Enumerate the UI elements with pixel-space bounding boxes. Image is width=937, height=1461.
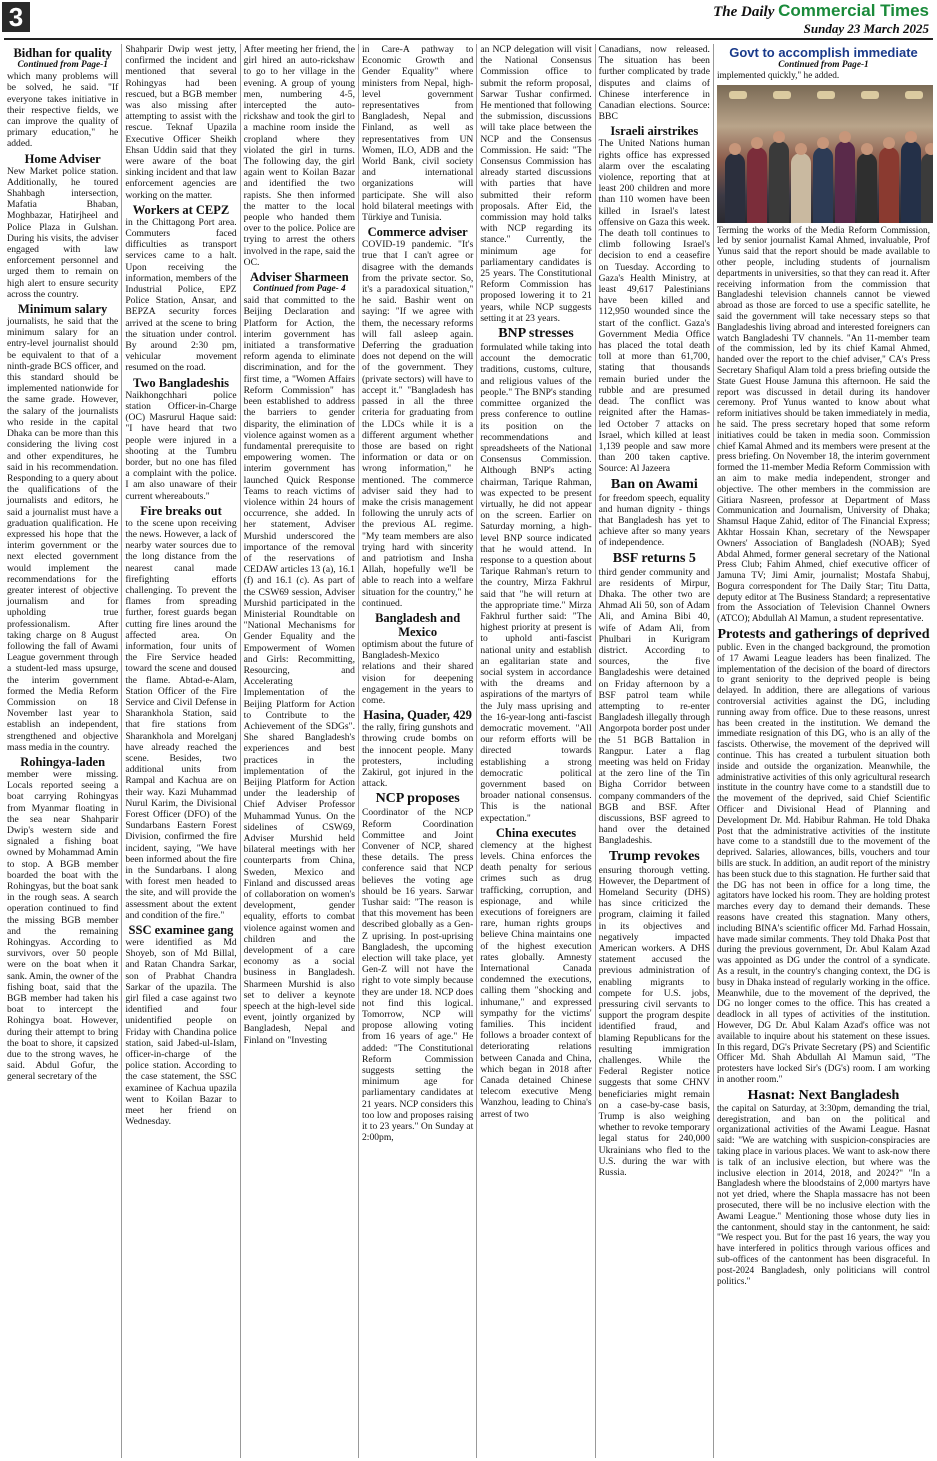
article-headline: Govt to accomplish immediate: [729, 45, 918, 60]
person-head-icon: [751, 137, 763, 149]
column-7: [714, 44, 933, 1458]
article-headline: BNP stresses: [498, 326, 574, 342]
article-headline: Workers at CEPZ: [132, 202, 230, 217]
article-headline: Adviser Sharmeen: [249, 270, 349, 285]
masthead: [713, 2, 929, 37]
column-2: [122, 44, 240, 1458]
masthead-title: [713, 2, 929, 21]
continued-note: Continued from Page-1: [778, 60, 869, 70]
person-figure-icon: [901, 141, 921, 223]
article-text: said that committed to the Beijing Declaration and Platform for Action, the interim government has initiated a transformative reform agenda to eliminate discrimination, and for the first time, a "Women Affairs Reform Commission" has been established to address the barriers to gender disparity, the elimination of violence against women as a fundamental prerequisite to empowering women. The interim government has launched Quick Response Teams to reach victims of violence within 24 hours of occurrence, she added. In her statement, Adviser Murshid underscored the importance of the removal of the reservations of CEDAW articles 13 (a), 16.1 (f) and 16.1 (c). As part of the CSW69 session, Adviser Murshid participated in the Ministerial Roundtable on "National Mechanisms for Gender Equality and the Empowerment of Women and Girls: Recommitting, Resourcing, and Accelerating Implementation of the Beijing Platform for Action to Contribute to the Achievement of the SDGs". She shared Bangladesh's experiences and best practices in the implementation of the Beijing Platform for Action under the leadership of Chief Adviser Professor Muhammad Yunus. On the sidelines of CSW69, Adviser Murshid held bilateral meetings with her counterparts from China, Sweden, Mexico and Finland and discussed areas of collaboration on women's development, gender equality, efforts to combat violence against women and children and the development of a care economy as a social business in Bangladesh. Sharmeen Murshid is also set to deliver a keynote speech at the high-level side event, jointly organized by Bangladesh, Nepal and Finland on "Investing: [243, 295, 355, 1046]
person-figure-icon: [769, 141, 789, 223]
person-head-icon: [795, 143, 807, 155]
article-headline: Bangladesh and Mexico: [375, 610, 461, 639]
article-headline: China executes: [495, 825, 577, 840]
ceiling-light-icon: [729, 91, 747, 99]
column-6: [596, 44, 714, 1458]
article-text: third gender community and are residents of Mirpur, Dhaka. The other two are Ahmad Ali 50, son of Adam Ali, and Amina Bibi 40, wife of Adam Ali, from Phulbari in Kurigram district. According to sources, the five Bangladeshis were detained on Friday afternoon by a BSF patrol team while attempting to re-enter Bangladesh illegally through Angorpota border post under the 51 BGB Battalion in Rangpur. Later a flag meeting was held on Friday at the zero line of the Tin Bigha Corridor between company commanders of the BGB and BSF. After discussions, BSF agreed to hand over the detained Bangladeshis.: [598, 566, 710, 847]
article-text: New Market police station. Additionally, he toured Shahbagh intersection, Mafatia Bhaban, Moghbazar, Hatirjheel and Police Plaza in Gulshan. During his visits, the adviser engaged with law enforcement personnel and urged them to remain on high alert to ensure security across the country.: [7, 165, 119, 300]
article-text: After meeting her friend, the girl hired an auto-rickshaw to go to her village in the evening. A group of young men, numbering 4-5, intercepted the auto-rickshaw and took the girl to a machine room inside the cropland where they violated the girl in turns. The following day, the girl again went to Koilan Bazar and identified the two rapists. She then informed the matter to the local people who handed them over to the police. Police are trying to arrest the others involved in the rape, said the OC.: [243, 44, 355, 268]
column-5: [477, 44, 595, 1458]
article-headline: Fire breaks out: [140, 503, 222, 518]
continued-note: Continued from Page-1: [17, 60, 108, 70]
column-1: [4, 44, 122, 1458]
article-headline: Hasnat: Next Bangladesh: [747, 1087, 900, 1103]
article-text: were identified as Md Shoyeb, son of Md Billal, and Ratan Chandra Sarkar, son of Prabhat Chandra Sarkar of the upazila. The girl filed a case against two identified and four unidentified people on Friday with Chandina police station, said Jabed-ul-Islam, officer-in-charge of the police station. According to the case statement, the SSC examinee of Kachua upazila went to Koilan Bazar to meet her friend on Wednesday.: [125, 937, 237, 1128]
header-rule: [4, 38, 933, 40]
article-text: Terming the works of the Media Reform Commission, led by senior journalist Kamal Ahmed, invaluable, Prof Yunus said that the report should be made available to other people, including students of journalism departments in universities, so that they can read it. After receiving information from the commission that Bangladeshi television channels cannot be viewed abroad as those are forced to use a specific satellite, he said the government will take necessary steps so that Bangladeshis living abroad and interested foreigners can watch Bangladeshi TV channels. "An 11-member team of the commission, led by its chief Kamal Ahmed, handed over the report to the chief adviser," CA's Press Secretary Shafiqul Alam told a press briefing outside the State Guest House Jamuna this afternoon. He said the report was discussed in detail during its handover ceremony. Prof Yunus wanted to know about what reform initiatives should be taken immediately in media, he said. The press secretary hoped that some reform initiatives could be taken in media soon. Commission chief Kamal Ahmed and its members were present at the press briefing. On November 18, the interim government formed the 11-member Media Reform Commission with an aim to make media independent, stronger and objective. The other members in the commission are Gitiara Nasreen, professor at Department of Mass Communication and Journalism, University of Dhaka; Shamsul Haque Zahid, editor of The Financial Express; Akhtar Hossain Khan, secretary of the Newspaper Owners' Association of Bangladesh (NOAB); Syed Abdal Ahmed, former general secretary of the National Press Club; Fahim Ahmed, chief executive officer of Jamuna TV; Jimi Amir, journalist; Mostafa Shabuj, Bogura correspondent for The Daily Star; Titu Datta, deputy editor at The Business Standard; a representative from the Association of Television Channel Owners (ATCO); Abdullah Al Mamun, a student representative.: [716, 225, 931, 625]
article-text: clemency at the highest levels. China enforces the death penalty for serious crimes such as drug trafficking, corruption, and espionage, and while executions of foreigners are rare, human rights groups believe China maintains one of the highest execution rates globally. Amnesty International Canada condemned the executions, calling them "shocking and inhumane," and expressed sympathy for the victims' families. This incident follows a broader context of deteriorating relations between Canada and China, which began in 2018 after Canada detained Chinese telecom executive Meng Wanzhou, leading to China's arrest of two: [480, 839, 592, 1120]
article-text: which many problems will be solved, he said. "If everyone takes initiative in their respective fields, we can improve the quality of primary education," he added.: [7, 71, 119, 150]
article-text: Coordinator of the NCP Reform Coordination Committee and Joint Convener of NCP, shared these details. The press conference said that NCP believes the voting age should be 16 years. Sarwar Tushar said: "The reason is that this movement has been described globally as a Gen-Z uprising. In post-uprising Bangladesh, the upcoming election will take place, yet Gen-Z will not have the right to vote simply because they are under 18. NCP does not find this logical. Tomorrow, NCP will propose allowing voting from 16 years of age." He added: "The Constitutional Reform Commission suggests setting the minimum age for parliamentary candidates at 21 years. NCP considers this too low and proposes raising it to 23 years." On Sunday at 2:00pm,: [361, 807, 474, 1144]
article-text: implemented quickly," he added.: [716, 70, 840, 81]
article-text: member were missing. Locals reported seeing a boat carrying Rohingyas from Myanmar floating in the sea near Shahparir Dwip's western side and signaled a fishing boat owned by Mohammad Amin to stop. A BGB member boarded the boat with the Rohingyas, but the boat sank in the rough seas. A search operation continued to find the missing BGB member and the remaining Rohingyas. According to survivors, over 50 people were on the boat when it sank. Amin, the owner of the fishing boat, said that the BGB member had taken his boat to intercept the Rohingya boat. However, during their attempt to bring the boat to shore, it capsized due to the strong waves, he said. Abdul Gofur, the general secretary of the: [7, 768, 119, 1083]
ceiling-light-icon: [817, 91, 835, 99]
article-text: public. Even in the changed background, the promotion of 17 Awami League leaders has been finalized. The implementation of the decision of the board of directors to grant seniority to the deprived people is being delayed. In addition, there are allegations of various controversial activities against the DG, including running away from office. Due to these reasons, unrest has been created in the institution. We demand the immediate resignation of this DG, who is an ally of the fascists. Otherwise, the movement of the deprived will continue. This has created a turbulent situation both inside and outside the organization. Meanwhile, the administrative activities of this only agricultural research institute in the country have come to a standstill due to the movement of the deprived, said Chief Scientific Officer and Divisional Head of Planning and Development Dr. Md. Habibur Rahman. He told Dhaka Post that the administrative activities of the institute have come to a standstill due to the movement of the deprived. Salaries, allowances, bills, vouchers and tour bills are stuck. In addition, an audit report of the ministry has been stuck due to this stagnation. He further said that the DG has not been in office for a long time, the agitators have locked his room. They are holding protest marches every day to demand their demands. These reasons have created this stagnation. Many others, including BINA's scientific officer Md. Farhad Hossain, have made similar comments. They told Dhaka Post that during the previous government, Dr. Abul Kalam Azad was appointed as DG under the control of a syndicate. As a result, in the country's changing context, the DG is busy in Dhaka instead of regularly working in the office. Meanwhile, due to the movement of the deprived, the DG no longer comes to the office. This has created a deadlock in all types of activities of the institution. However, DG Dr. Abul Kalam Azad's office was not available to inquire about his statement on these issues. In this regard, DG's Private Secretary (PS) and Scientific Officer Md. Shah Abdullah Al Mamun said, "The protesters have locked Sir's (DG's) room. I am working in another room.": [716, 643, 931, 1085]
person-figure-icon: [921, 153, 933, 223]
article-text: COVID-19 pandemic. "It's true that I can't agree or disagree with the demands from the private sector. So, it's a paradoxical situation," he said. Bashir went on saying: "If we agree with them, the necessary reforms will fall asleep again. Deferring the graduation does not depend on the will of the government. They (private sectors) will have to accept it." "Bangladesh has passed in all the three criteria for graduating from the LDCs while it is a different argument whether those are based on right information or data or on wrong information," he mentioned. The commerce adviser said they had to make the crisis management following the unruly acts of the previous AL regime. "My team members are also trying hard with sincerity and patriotism and Insha Allah, hopefully we'll be able to reach into a welfare situation for the country," he continued.: [361, 239, 474, 609]
person-head-icon: [817, 137, 829, 149]
ceiling-light-icon: [905, 91, 923, 99]
masthead-paper-name: Commercial Times: [778, 1, 929, 20]
article-text: Canadians, now released. The situation has been further complicated by trade disputes and claims of Chinese interference in Canadian elections. Source: BBC: [598, 44, 710, 123]
article-text: Naikhongchhari police station Officer-in-Charge (OC) Masrurul Haque said: "I have heard that two people were injured in a shooting at the Tumbru border, but no one has filed a complaint with the police. I am also unaware of their current whereabouts.": [125, 389, 237, 502]
article-headline: Ban on Awami: [610, 476, 698, 492]
person-head-icon: [773, 131, 785, 143]
article-text: the rally, firing gunshots and throwing crude bombs on the innocent people. Many protesters, including Zakirul, got injured in the attack.: [361, 722, 474, 790]
person-head-icon: [729, 143, 741, 155]
person-head-icon: [883, 137, 895, 149]
person-figure-icon: [835, 141, 855, 223]
masthead-the-daily: The Daily: [713, 4, 775, 20]
article-headline: Minimum salary: [18, 302, 108, 317]
article-text: to the scene upon receiving the news. However, a lack of nearby water sources due to the long distance from the nearest canal made firefighting efforts challenging. To prevent the flames from spreading further, forest guards began cutting fire lines around the affected area. On information, four units of the Fire Service headed toward the scene and doused the flame. Abtad-e-Alam, Station Officer of the Fire Service and Civil Defense in Sharankhola Station, said that fire stations from Sharankhola and Morelganj have already reached the scene. Besides, two additional units from Rampal and Kachua are on their way. Kazi Muhammad Nurul Karim, the Divisional Forest Officer (DFO) of the Sundarbans Eastern Forest Division, confirmed the fire incident, saying, "We have been informed about the fire in the Sundarbans. I along with forest men headed to the site, and will provide the assessment about the extent and condition of the fire.": [125, 517, 237, 921]
article-headline: Trump revokes: [608, 848, 700, 864]
person-head-icon: [839, 131, 851, 143]
article-headline: BSF returns 5: [612, 550, 696, 566]
person-head-icon: [925, 143, 933, 155]
person-figure-icon: [791, 153, 811, 223]
article-headline: Home Adviser: [24, 151, 101, 166]
article-headline: Hasina, Quader, 429: [363, 708, 472, 723]
article-text: ensuring thorough vetting. However, the Department of Homeland Security (DHS) has since criticized the program, claiming it failed in its objectives and negatively impacted American workers. A DHS statement accused the previous administration of enabling migrants to compete for U.S. jobs, pressuring civil servants to support the program despite identified fraud, and blaming Republicans for the resulting immigration challenges. While the Federal Register notice suggests that some CHNV beneficiaries might remain on a case-by-case basis, Trump is also weighing whether to revoke temporary legal status for 240,000 Ukrainians who fled to the U.S. during the war with Russia.: [598, 864, 710, 1179]
article-text: for freedom speech, equality and human dignity - things that Bangladesh has yet to achieve after so many years of independence.: [598, 492, 710, 549]
column-3: [241, 44, 359, 1458]
continued-note: Continued from Page- 4: [252, 284, 346, 295]
person-figure-icon: [879, 147, 899, 223]
article-headline: Bidhan for quality: [13, 46, 112, 60]
article-headline: Israeli airstrikes: [610, 124, 699, 139]
article-headline: SSC examinee gang: [128, 923, 234, 938]
masthead-date: Sunday 23 March 2025: [803, 21, 929, 36]
person-figure-icon: [725, 153, 745, 223]
article-headline: NCP proposes: [375, 791, 460, 807]
article-text: optimism about the future of Bangladesh-Mexico relations and their shared vision for deepening engagement in the years to come.: [361, 638, 474, 706]
article-text: Shahparir Dwip west jetty, confirmed the incident and mentioned that several Rohingyas had been rescued, but a BGB member was also missing after attempting to assist with the rescue. Teknaf Upazila Executive Officer Sheikh Ehsan Uddin said that they were aware of the boat sinking incident and that law enforcement agencies are working on the matter.: [125, 44, 237, 201]
article-text: The United Nations human rights office has expressed alarm over the escalating violence, reporting that at least 200 children and more than 110 women have been killed in Israel's latest offensive on Gaza this week. The death toll continues to climb following Israel's decision to end a ceasefire on Tuesday. According to Gaza's Health Ministry, at least 49,617 Palestinians have been killed and 112,950 wounded since the start of the conflict. Gaza's Government Media Office has placed the total death toll at more than 61,700, stating that thousands remain buried under the rubble and are presumed dead. The conflict was reignited after the Hamas-led October 7 attacks on Israel, which killed at least 1,139 people and saw more than 200 taken captive. Source: Al Jazeera: [598, 138, 710, 475]
article-headline: Protests and gatherings of deprived: [717, 627, 930, 643]
person-figure-icon: [857, 153, 877, 223]
article-text: in Care-A pathway to Economic Growth and Gender Equality" where ministers from Nepal, high-level government representatives from Bangladesh, Nepal and Finland, as well as representatives from UN Women, ILO, ADB and the World Bank, civil society and international organizations will participate. She will also hold bilateral meetings with Türkiye and Tunisia.: [361, 44, 474, 224]
person-head-icon: [861, 143, 873, 155]
column-4: [359, 44, 477, 1458]
article-columns: [4, 44, 933, 1458]
article-text: an NCP delegation will visit the National Consensus Commission office to submit the reform proposal, Sarwar Tushar confirmed. He mentioned that following the submission, discussions will take place between the NCP and the Consensus Commission. He said: "The Consensus Commission has already started discussions with parties that have submitted their reform proposals. After Eid, the commission may hold talks with NCP regarding its stance." Currently, the minimum age for parliamentary candidates is 25 years. The Constitutional Reform Commission has proposed lowering it to 21 years, while NCP suggests setting it at 23 years.: [480, 44, 592, 324]
person-head-icon: [905, 131, 917, 143]
ceiling-light-icon: [773, 91, 791, 99]
article-text: the capital on Saturday, at 3:30pm, demanding the trial, deregistration, and ban on the political and organizational activities of the Awami League. Hasnat said: "We are watching with suspicion-conspiracies are taking place in various places. We want to ask-now there is talk of an inclusive election, but where was the inclusive election in 2014, 2018, and 2024?" "In a Bangladesh where the bloodstains of 2,000 martyrs have not yet dried, where the Shapla massacre has not been prosecuted, there will be no inclusive election with the Awami League." Mentioning those whose duty lies in the cantonment, should stay in the cantonment, he said: "We respect you. But for the past 16 years, the way you have interfered in politics through various offices and sub-offices of the cantonment has been disgraceful. In post-2024 Bangladesh, only politicians will control politics.": [716, 1103, 931, 1287]
article-text: formulated while taking into account the democratic traditions, customs, culture, and religious values of the people." The BNP's standing committee organized the press conference to outline its position on the recommendations and spreadsheets of the National Consensus Commission. Although BNP's acting chairman, Tarique Rahman, was expected to be present virtually, he did not appear on the screen. Earlier on Saturday morning, a high-level BNP source indicated that he would attend. In response to a question about Tarique Rahman's return to the country, Mirza Fakhrul said that "he will return at the appropriate time." Mirza Fakhrul further said: "The highest priority at present is to uphold anti-fascist national unity and establish an egalitarian state and social system in accordance with the dreams and aspirations of the martyrs of the July mass uprising and the 16-year-long anti-fascist democratic movement. "All our reform efforts will be directed towards establishing a strong democratic political government based on broader national consensus. This is the national expectation.": [480, 342, 592, 824]
article-headline: Commerce adviser: [367, 225, 468, 240]
person-figure-icon: [747, 147, 767, 223]
page-number: 3: [2, 2, 30, 32]
person-figure-icon: [813, 147, 833, 223]
article-headline: Rohingya-laden: [20, 754, 106, 769]
ceiling-light-icon: [861, 91, 879, 99]
article-text: journalists, he said that the minimum salary for an entry-level journalist should be equivalent to that of a ninth-grade BCS officer, and this standard should be implemented nationwide for the same grade. However, the salary of the journalists who reside in the capital Dhaka can be more than this considering the living cost and other expenditures, he said in his recommendation. Responding to a query about the qualifications of the journalists and editors, he said a journalist must have a graduation qualification. He expressed his hope that the interim government or the next elected government would implement the recommendations for the greater interest of objective journalism and for upholding true professionalism. After taking charge on 8 August following the fall of Awami League government through a student-led mass upsurge, the interim government formed the Media Reform Commission on 18 November last year to establish an independent, strengthened and objective mass media in the country.: [7, 316, 119, 753]
news-photo: [717, 85, 933, 223]
article-headline: Two Bangladeshis: [133, 375, 229, 390]
article-text: in the Chittagong Port area. Commuters faced difficulties as transport services came to a halt. Upon receiving the information, members of the Industrial Police, EPZ Police Station, Ansar, and BEPZA security forces arrived at the scene to bring the situation under control. By around 2:30 pm, vehicular movement resumed on the road.: [125, 216, 237, 374]
